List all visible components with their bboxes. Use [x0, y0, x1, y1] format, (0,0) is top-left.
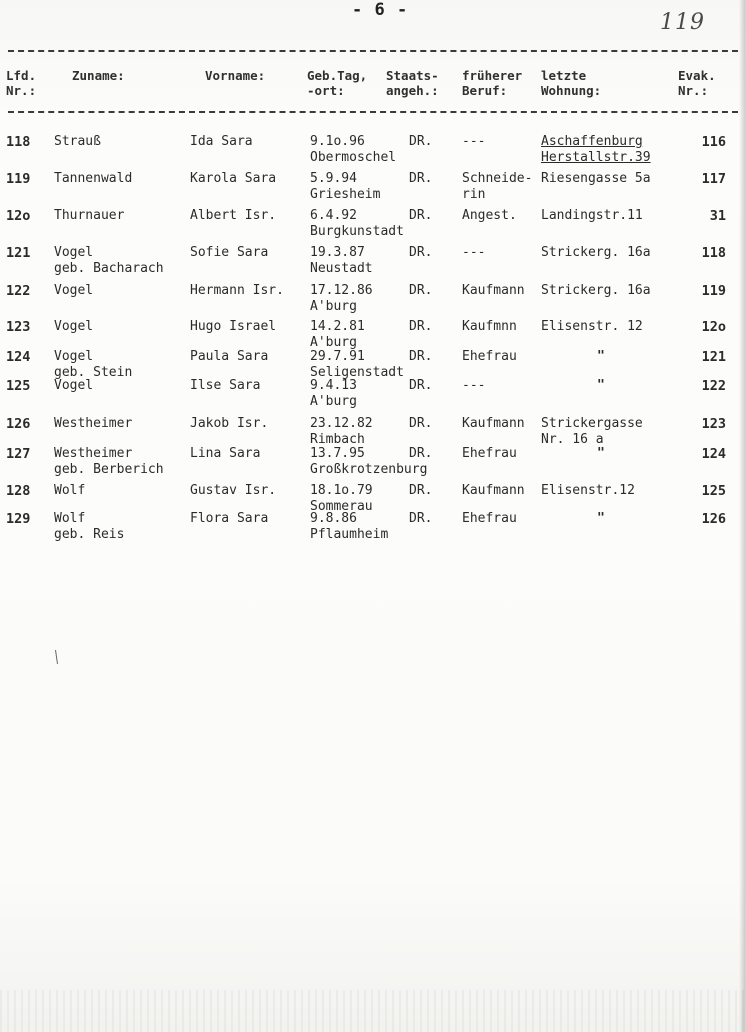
- staatsangeh-cell: DR.: [409, 511, 433, 526]
- vorname-cell: Lina Sara: [190, 446, 261, 461]
- ink-mark: [55, 650, 66, 664]
- staatsangeh-cell: DR.: [409, 416, 433, 431]
- vorname-cell: Hugo Israel: [190, 319, 277, 334]
- lfd-nr-cell: 124: [6, 349, 31, 365]
- staatsangeh-cell: DR.: [409, 171, 433, 186]
- lfd-nr-cell: 129: [6, 511, 31, 527]
- staatsangeh-cell: DR.: [409, 134, 433, 149]
- zuname-cell: [54, 378, 93, 394]
- wohnung-cell: [541, 483, 635, 499]
- lfd-nr-cell: 119: [6, 171, 31, 187]
- evak-nr-cell: 12o: [701, 319, 726, 335]
- beruf-text: ---: [462, 134, 486, 149]
- wohnung-text: Riesengasse 5a: [541, 171, 651, 186]
- geburt-cell: [310, 416, 373, 448]
- geburtstag-text: 19.3.87: [310, 245, 365, 260]
- evak-nr-cell: 126: [701, 511, 726, 527]
- wohnung-cell: [541, 171, 651, 187]
- staatsangeh-cell: DR.: [409, 283, 433, 298]
- geburtsort-text: A'burg: [310, 335, 357, 350]
- zuname-cell: [54, 283, 93, 299]
- wohnung-cell: [541, 378, 605, 394]
- header-top-rule: [8, 50, 738, 52]
- wohnung-text-cont: Herstallstr.39: [541, 150, 651, 165]
- table-row: [0, 171, 745, 207]
- vorname-cell: Paula Sara: [190, 349, 269, 364]
- beruf-text: Kaufmann: [462, 283, 525, 298]
- beruf-text: Kaufmnn: [462, 319, 517, 334]
- geburt-cell: [310, 208, 404, 240]
- geb-name-text: geb. Bacharach: [54, 261, 164, 276]
- header-evak-nr: Evak. Nr.:: [678, 68, 716, 98]
- geburtsort-text: Großkrotzenburg: [310, 462, 428, 477]
- table-row: [0, 378, 745, 414]
- beruf-text-cont: rin: [462, 187, 486, 202]
- table-row: [0, 208, 745, 244]
- zuname-cell: [54, 319, 93, 335]
- geburtsort-text: Rimbach: [310, 432, 365, 447]
- geburtstag-text: 6.4.92: [310, 208, 357, 223]
- geburt-cell: [310, 171, 380, 203]
- lfd-nr-cell: 118: [6, 134, 31, 150]
- staatsangeh-cell: DR.: [409, 349, 433, 364]
- geb-name-text: geb. Reis: [54, 527, 125, 542]
- lfd-nr-cell: 123: [6, 319, 31, 335]
- zuname-text: Tannenwald: [54, 171, 133, 186]
- evak-nr-cell: 116: [701, 134, 726, 150]
- beruf-cell: [462, 416, 525, 432]
- geburtstag-text: 13.7.95: [310, 446, 365, 461]
- zuname-cell: [54, 511, 124, 543]
- wohnung-text: Elisenstr. 12: [541, 319, 643, 334]
- staatsangeh-cell: DR.: [409, 446, 433, 461]
- beruf-cell: [462, 483, 525, 499]
- staatsangeh-cell: DR.: [409, 319, 433, 334]
- wohnung-cell: [541, 208, 643, 224]
- vorname-cell: Hermann Isr.: [190, 283, 284, 298]
- geburtstag-text: 18.1o.79: [310, 483, 373, 498]
- wohnung-text: Strickerg. 16a: [541, 245, 651, 260]
- beruf-cell: [462, 378, 485, 394]
- zuname-cell: [54, 134, 101, 150]
- wohnung-cell: [541, 319, 643, 335]
- geburtstag-text: 17.12.86: [310, 283, 373, 298]
- vorname-cell: Sofie Sara: [190, 245, 269, 260]
- geburtsort-text: Obermoschel: [310, 150, 397, 165]
- geburtstag-text: 29.7.91: [310, 349, 365, 364]
- header-letzte-wohnung: letzte Wohnung:: [541, 68, 602, 98]
- zuname-text: Vogel: [54, 319, 94, 334]
- geburtsort-text: A'burg: [310, 299, 357, 314]
- zuname-cell: [54, 208, 124, 224]
- geburtsort-text: Griesheim: [310, 187, 381, 202]
- geb-name-text: geb. Stein: [54, 365, 133, 380]
- beruf-cell: [462, 208, 517, 224]
- geburtsort-text: Burgkunstadt: [310, 224, 404, 239]
- beruf-cell: [462, 171, 532, 203]
- wohnung-text: Landingstr.11: [541, 208, 643, 223]
- geburt-cell: [310, 283, 373, 315]
- lfd-nr-cell: 12o: [6, 208, 31, 224]
- header-bottom-rule: [8, 111, 738, 113]
- geburtsort-text: Neustadt: [310, 261, 373, 276]
- table-row: [0, 134, 745, 170]
- evak-nr-cell: 119: [701, 283, 726, 299]
- zuname-text: Strauß: [54, 134, 101, 149]
- vorname-cell: Jakob Isr.: [190, 416, 269, 431]
- lfd-nr-cell: 128: [6, 483, 31, 499]
- zuname-text: Westheimer: [54, 446, 133, 461]
- beruf-text: Ehefrau: [462, 349, 517, 364]
- wohnung-cell: [541, 446, 605, 462]
- page-edge-shadow: [739, 0, 745, 1032]
- header-vorname: Vorname:: [205, 68, 266, 83]
- geburtstag-text: 5.9.94: [310, 171, 357, 186]
- wohnung-text-cont: Nr. 16 a: [541, 432, 604, 447]
- vorname-cell: Ilse Sara: [190, 378, 261, 393]
- header-frueherer-beruf: früherer Beruf:: [462, 68, 523, 98]
- table-row: [0, 245, 745, 281]
- lfd-nr-cell: 121: [6, 245, 31, 261]
- vorname-cell: Ida Sara: [190, 134, 253, 149]
- beruf-text: Ehefrau: [462, 446, 517, 461]
- evak-nr-cell: 121: [701, 349, 726, 365]
- header-zuname: Zuname:: [72, 68, 125, 83]
- lfd-nr-cell: 126: [6, 416, 31, 432]
- beruf-text: Kaufmann: [462, 483, 525, 498]
- geburt-cell: [310, 245, 373, 277]
- handwritten-folio-number: 119: [660, 10, 705, 35]
- wohnung-cell: [541, 349, 605, 365]
- geburtstag-text: 9.4.13: [310, 378, 357, 393]
- zuname-cell: [54, 446, 164, 478]
- lfd-nr-cell: 127: [6, 446, 31, 462]
- zuname-text: Vogel: [54, 378, 94, 393]
- wohnung-cell: [541, 511, 605, 527]
- geburtsort-text: Sommerau: [310, 499, 373, 514]
- wohnung-text: Strickerg. 16a: [541, 283, 651, 298]
- evak-nr-cell: 123: [701, 416, 726, 432]
- zuname-text: Westheimer: [54, 416, 133, 431]
- zuname-text: Vogel: [54, 349, 94, 364]
- geb-name-text: geb. Berberich: [54, 462, 164, 477]
- scan-noise: [0, 990, 745, 1032]
- geburtstag-text: 14.2.81: [310, 319, 365, 334]
- geburt-cell: [310, 511, 388, 543]
- zuname-text: Vogel: [54, 245, 94, 260]
- wohnung-cell: [541, 245, 651, 261]
- wohnung-text: Strickergasse: [541, 416, 643, 431]
- geburtsort-text: Pflaumheim: [310, 527, 389, 542]
- geburt-cell: [310, 349, 404, 381]
- zuname-cell: [54, 349, 132, 381]
- wohnung-text: Aschaffenburg: [541, 134, 643, 149]
- geburt-cell: [310, 319, 365, 351]
- vorname-cell: Karola Sara: [190, 171, 277, 186]
- wohnung-cell: [541, 134, 651, 166]
- lfd-nr-cell: 125: [6, 378, 31, 394]
- staatsangeh-cell: DR.: [409, 208, 433, 223]
- evak-nr-cell: 125: [701, 483, 726, 499]
- header-lfd-nr: Lfd. Nr.:: [6, 68, 37, 98]
- beruf-text: ---: [462, 378, 486, 393]
- wohnung-text: ": [597, 511, 605, 526]
- evak-nr-cell: 31: [709, 208, 726, 224]
- zuname-text: Wolf: [54, 511, 86, 526]
- table-row: [0, 511, 745, 547]
- beruf-cell: [462, 319, 517, 335]
- beruf-text: Kaufmann: [462, 416, 525, 431]
- wohnung-cell: [541, 283, 651, 299]
- beruf-cell: [462, 446, 517, 462]
- staatsangeh-cell: DR.: [409, 378, 433, 393]
- beruf-cell: [462, 283, 525, 299]
- beruf-cell: [462, 511, 517, 527]
- evak-nr-cell: 124: [701, 446, 726, 462]
- zuname-cell: [54, 245, 164, 277]
- vorname-cell: Gustav Isr.: [190, 483, 277, 498]
- zuname-cell: [54, 483, 85, 499]
- wohnung-cell: [541, 416, 643, 448]
- page-number: - 6 -: [352, 0, 409, 20]
- table-row: [0, 283, 745, 319]
- wohnung-text: Elisenstr.12: [541, 483, 635, 498]
- staatsangeh-cell: DR.: [409, 245, 433, 260]
- geburtstag-text: 9.8.86: [310, 511, 357, 526]
- staatsangeh-cell: DR.: [409, 483, 433, 498]
- table-row: [0, 446, 745, 482]
- geburtsort-text: Seligenstadt: [310, 365, 404, 380]
- beruf-cell: [462, 349, 517, 365]
- geburt-cell: [310, 134, 396, 166]
- evak-nr-cell: 117: [701, 171, 726, 187]
- beruf-text: Angest.: [462, 208, 517, 223]
- vorname-cell: Albert Isr.: [190, 208, 277, 223]
- geburt-cell: [310, 378, 357, 410]
- geburtsort-text: A'burg: [310, 394, 357, 409]
- beruf-cell: [462, 134, 485, 150]
- zuname-text: Thurnauer: [54, 208, 125, 223]
- geburtstag-text: 9.1o.96: [310, 134, 365, 149]
- zuname-text: Vogel: [54, 283, 94, 298]
- header-geb-tag-ort: Geb.Tag, -ort:: [307, 68, 368, 98]
- beruf-text: ---: [462, 245, 486, 260]
- evak-nr-cell: 118: [701, 245, 726, 261]
- lfd-nr-cell: 122: [6, 283, 31, 299]
- zuname-text: Wolf: [54, 483, 86, 498]
- wohnung-text: ": [597, 446, 605, 461]
- vorname-cell: Flora Sara: [190, 511, 269, 526]
- zuname-cell: [54, 416, 132, 432]
- geburtstag-text: 23.12.82: [310, 416, 373, 431]
- header-staatsangeh: Staats- angeh.:: [386, 68, 439, 98]
- beruf-text: Schneide-: [462, 171, 533, 186]
- evak-nr-cell: 122: [701, 378, 726, 394]
- wohnung-text: ": [597, 349, 605, 364]
- wohnung-text: ": [597, 378, 605, 393]
- zuname-cell: [54, 171, 132, 187]
- beruf-cell: [462, 245, 485, 261]
- beruf-text: Ehefrau: [462, 511, 517, 526]
